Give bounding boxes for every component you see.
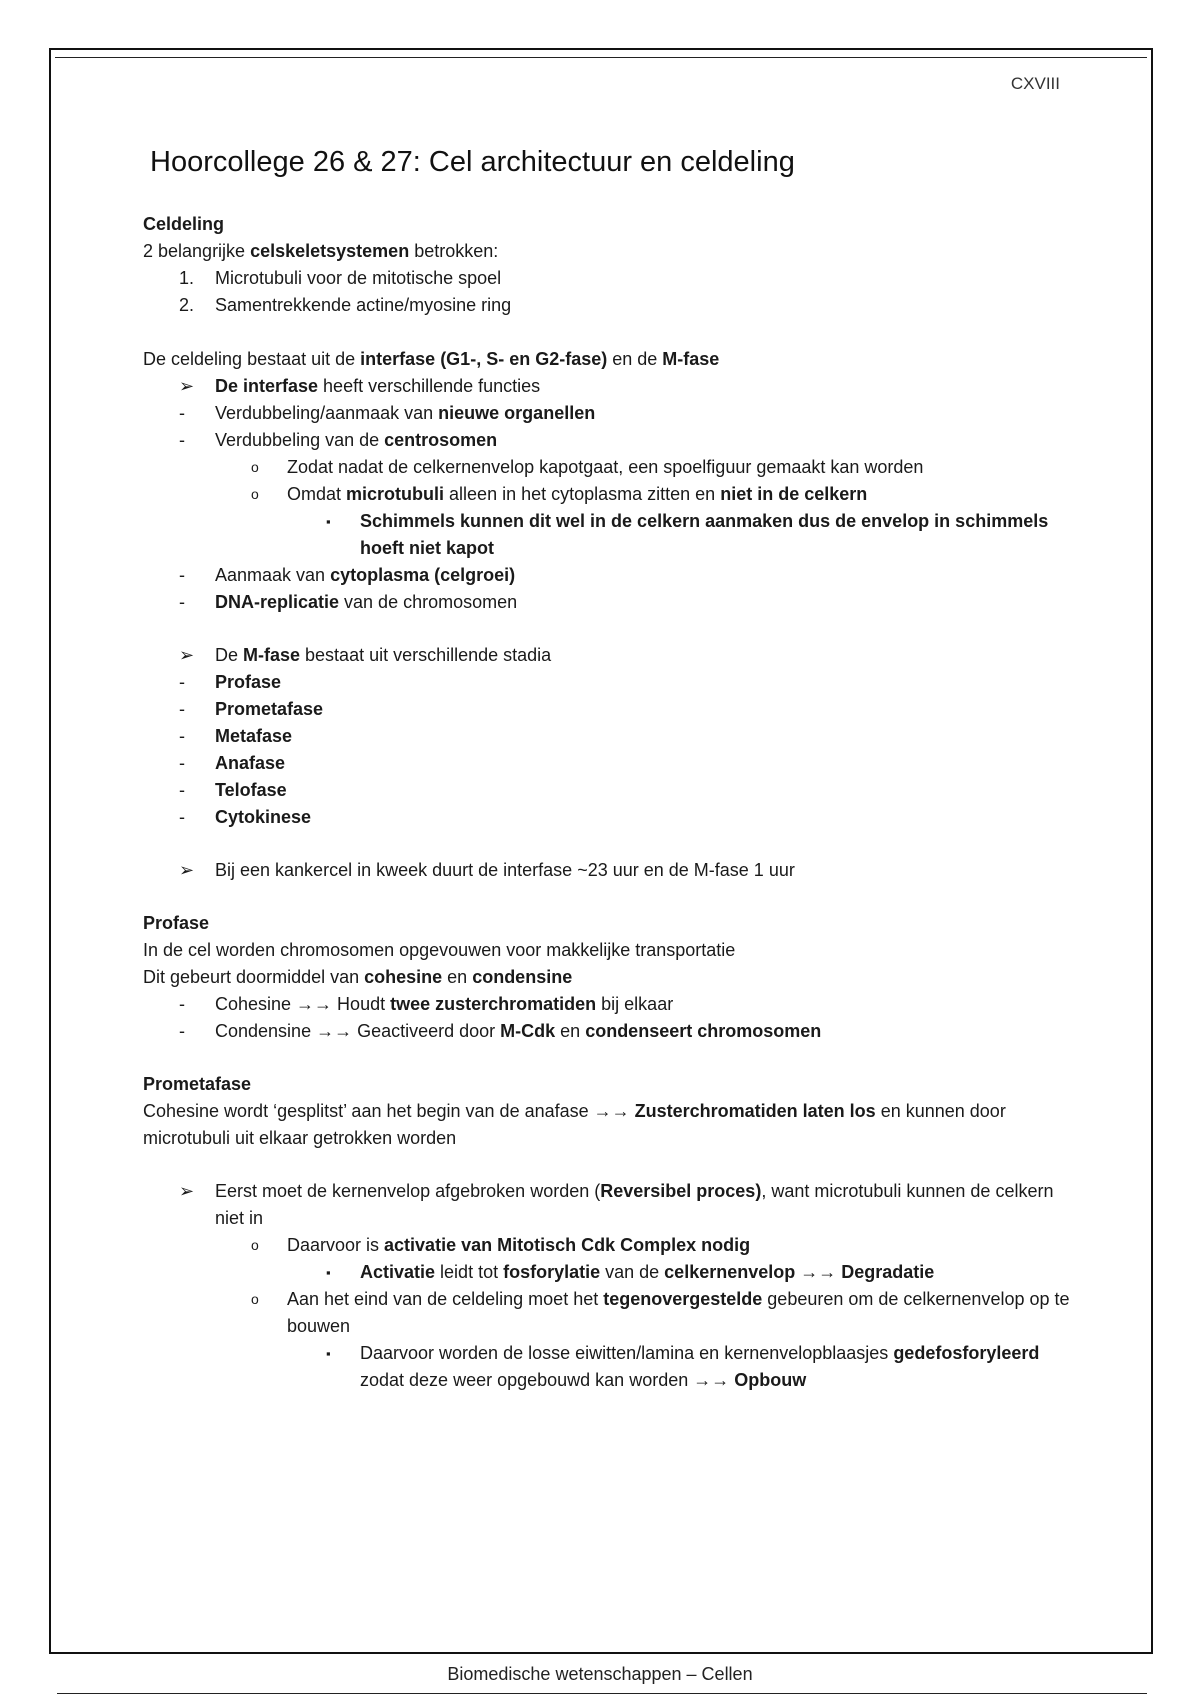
arrow-bullet-icon: ➢ bbox=[179, 645, 195, 665]
circle-item: o Aan het eind van de celdeling moet het tegenovergestelde gebeuren om de celkernenvelop op te bouwen bbox=[251, 1289, 1070, 1336]
dash-item: - Cohesine →→ Houdt twee zusterchromatiden bij elkaar bbox=[179, 994, 674, 1014]
footer-rule bbox=[57, 1693, 1147, 1694]
stadium-item: - Profase bbox=[179, 672, 282, 692]
arrow-bullet: ➢ De interfase heeft verschillende functies bbox=[143, 373, 1073, 400]
stadium-item: - Anafase bbox=[179, 753, 286, 773]
dash-item: - DNA-replicatie van de chromosomen bbox=[179, 592, 518, 612]
arrow-bullet-icon: ➢ bbox=[179, 1181, 195, 1201]
circle-item: o Zodat nadat de celkernenvelop kapotgaat, een spoelfiguur gemaakt kan worden bbox=[251, 457, 924, 477]
text-paragraph: Cohesine wordt ‘gesplitst’ aan het begin van de anafase →→ Zusterchromatiden laten los en kunnen door microtubuli uit elkaar getrokken worden bbox=[143, 1101, 1006, 1148]
numbered-item: 2. Samentrekkende actine/myosine ring bbox=[179, 295, 512, 315]
header-rule bbox=[55, 57, 1147, 58]
arrow-bullet-icon: ➢ bbox=[179, 860, 195, 880]
stadium-item: - Prometafase bbox=[179, 699, 324, 719]
dash-item: - Verdubbeling van de centrosomen bbox=[179, 430, 498, 450]
section-heading-prometafase: Prometafase bbox=[143, 1074, 252, 1094]
section-heading-profase: Profase bbox=[143, 913, 210, 933]
fase-line: De celdeling bestaat uit de interfase (G1-, S- en G2-fase) en de M-fase bbox=[143, 349, 720, 369]
numbered-item: 1. Microtubuli voor de mitotische spoel bbox=[179, 268, 502, 288]
square-item: ▪ Daarvoor worden de losse eiwitten/lamina en kernenvelopblaasjes gedefosforyleerd zodat deze weer opgebouwd kan worden →→ Opbouw bbox=[326, 1343, 1040, 1390]
dash-item: - Verdubbeling/aanmaak van nieuwe organellen bbox=[179, 403, 596, 423]
text-line: In de cel worden chromosomen opgevouwen voor makkelijke transportatie bbox=[143, 940, 736, 960]
page-number: CXVIII bbox=[1010, 74, 1060, 93]
stadium-item: - Telofase bbox=[179, 780, 287, 800]
stadium-item: - Cytokinese bbox=[179, 807, 312, 827]
dash-item: - Condensine →→ Geactiveerd door M-Cdk en condenseert chromosomen bbox=[179, 1021, 822, 1041]
arrow-bullet: ➢ Bij een kankercel in kweek duurt de interfase ~23 uur en de M-fase 1 uur bbox=[143, 857, 1073, 884]
circle-item: o Daarvoor is activatie van Mitotisch Cdk Complex nodig bbox=[251, 1235, 751, 1255]
square-item: ▪ Schimmels kunnen dit wel in de celkern aanmaken dus de envelop in schimmels hoeft niet kapot bbox=[326, 511, 1049, 558]
intro-line: 2 belangrijke celskeletsystemen betrokken: bbox=[143, 241, 499, 261]
section-heading-celdeling: Celdeling bbox=[143, 214, 225, 234]
text-line: Dit gebeurt doormiddel van cohesine en condensine bbox=[143, 967, 573, 987]
arrow-bullet-icon: ➢ bbox=[179, 376, 195, 396]
document-body bbox=[143, 211, 1073, 1394]
stadium-item: - Metafase bbox=[179, 726, 293, 746]
page-title: Hoorcollege 26 & 27: Cel architectuur en celdeling bbox=[150, 146, 795, 178]
circle-item: o Omdat microtubuli alleen in het cytoplasma zitten en niet in de celkern bbox=[251, 484, 868, 504]
dash-item: - Aanmaak van cytoplasma (celgroei) bbox=[179, 565, 516, 585]
page-footer: Biomedische wetenschappen – Cellen bbox=[447, 1664, 753, 1684]
arrow-bullet: ➢ Eerst moet de kernenvelop afgebroken worden (Reversibel proces), want microtubuli kunnen de celkern niet in bbox=[143, 1178, 1073, 1232]
arrow-bullet: ➢ De M-fase bestaat uit verschillende stadia bbox=[143, 642, 1073, 669]
square-item: ▪ Activatie leidt tot fosforylatie van de celkernenvelop →→ Degradatie bbox=[326, 1262, 935, 1282]
